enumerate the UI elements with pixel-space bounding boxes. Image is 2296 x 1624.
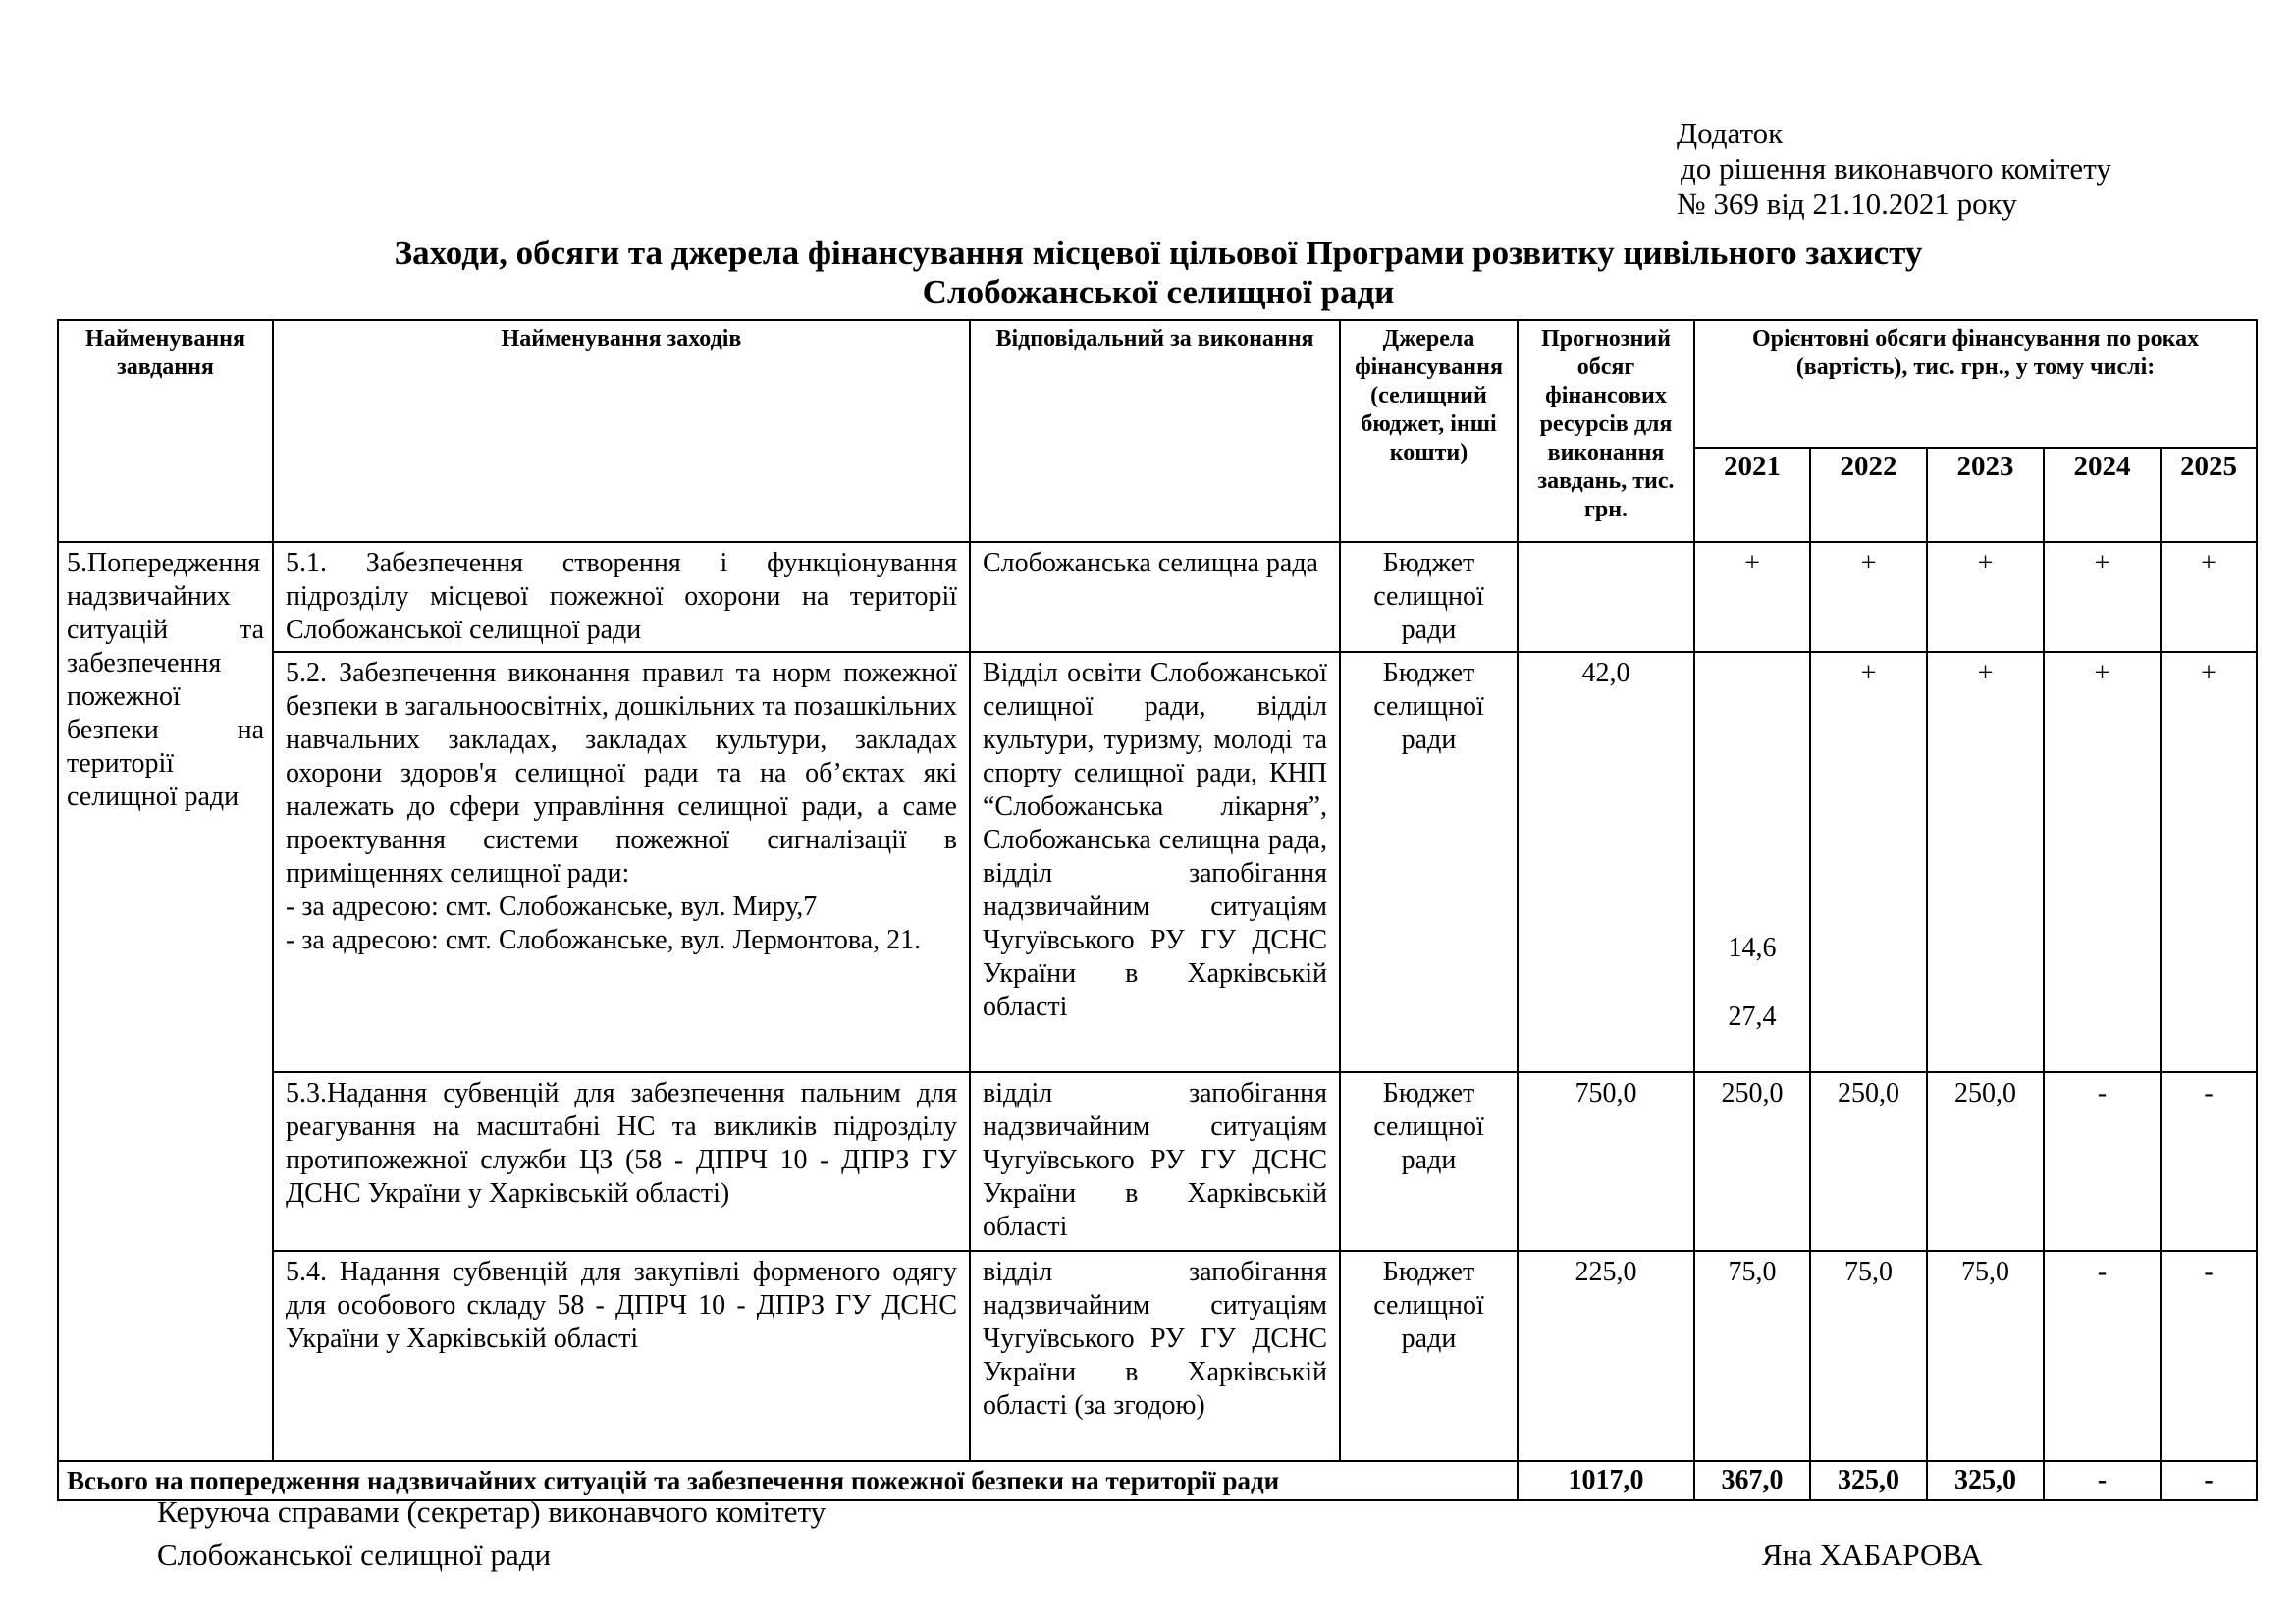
measure-address-1: - за адресою: смт. Слобожанське, вул. Миру,7 [286, 892, 818, 922]
responsible-cell: відділ запобігання надзвичайним ситуаціям Чугуївського РУ ГУ ДСНС України в Харківській області [970, 1072, 1340, 1251]
year-2023-cell: + [1927, 542, 2044, 652]
year-2025-cell: - [2161, 1251, 2257, 1461]
year-2022-cell: + [1810, 652, 1927, 1072]
source-cell: Бюджет селищної ради [1340, 1251, 1518, 1461]
measure-cell: 5.1. Забезпечення створення і функціонування підрозділу місцевої пожежної охорони на території Слобожанської селищної ради [273, 542, 970, 652]
forecast-cell: 42,0 [1518, 652, 1694, 1072]
document-title [59, 234, 2258, 312]
year-2021-cell: + [1694, 542, 1810, 652]
header-forecast: Прогнозний обсяг фінансових ресурсів для виконання завдань, тис. грн. [1518, 320, 1694, 542]
title-line-2: Слобожанської селищної ради [922, 273, 1395, 311]
year-2023-cell: + [1927, 652, 2044, 1072]
forecast-cell: 225,0 [1518, 1251, 1694, 1461]
measure-cell [273, 652, 970, 1072]
header-year-2023: 2023 [1927, 448, 2044, 542]
total-year-2021: 367,0 [1694, 1461, 1810, 1500]
financing-table [57, 319, 2258, 1501]
responsible-cell: Слобожанська селищна рада [970, 542, 1340, 652]
annex-block [1677, 116, 2111, 222]
total-forecast: 1017,0 [1518, 1461, 1694, 1500]
year-2021-value-b: 27,4 [1728, 1001, 1777, 1032]
year-2024-cell: + [2044, 542, 2161, 652]
title-line-1: Заходи, обсяги та джерела фінансування місцевої цільової Програми розвитку цивільного захисту [394, 234, 1923, 272]
year-2025-cell: + [2161, 542, 2257, 652]
year-2024-cell: + [2044, 652, 2161, 1072]
total-label: Всього на попередження надзвичайних ситуацій та забезпечення пожежної безпеки на території ради [58, 1461, 1518, 1500]
table-row [58, 542, 2257, 652]
header-year-2025: 2025 [2161, 448, 2257, 542]
source-cell: Бюджет селищної ради [1340, 1072, 1518, 1251]
total-year-2022: 325,0 [1810, 1461, 1927, 1500]
annex-number-date: № 369 від 21.10.2021 року [1677, 187, 2017, 221]
header-years-group: Орієнтовні обсяги фінансування по роках (вартість), тис. грн., у тому числі: [1694, 320, 2257, 448]
year-2021-value-a: 14,6 [1728, 933, 1777, 963]
year-2021-cell [1694, 652, 1810, 1072]
responsible-cell: відділ запобігання надзвичайним ситуаціям Чугуївського РУ ГУ ДСНС України в Харківській області (за згодою) [970, 1251, 1340, 1461]
year-2022-cell: + [1810, 542, 1927, 652]
source-cell: Бюджет селищної ради [1340, 542, 1518, 652]
year-2023-cell: 75,0 [1927, 1251, 2044, 1461]
table-row [58, 1072, 2257, 1251]
header-task: Найменування завдання [58, 320, 273, 542]
year-2021-cell: 250,0 [1694, 1072, 1810, 1251]
header-year-2022: 2022 [1810, 448, 1927, 542]
source-cell: Бюджет селищної ради [1340, 652, 1518, 1072]
total-year-2023: 325,0 [1927, 1461, 2044, 1500]
forecast-cell: 750,0 [1518, 1072, 1694, 1251]
measure-cell: 5.4. Надання субвенцій для закупівлі форменого одягу для особового складу 58 - ДПРЧ 10 - ДПРЗ ГУ ДСНС України у Харківській області [273, 1251, 970, 1461]
task-name-cell: 5.Попередження надзвичайних ситуацій та забезпечення пожежної безпеки на території селищної ради [58, 542, 273, 1461]
annex-decision: до рішення виконавчого комітету [1681, 151, 2111, 186]
footer-position-line-2: Слобожанської селищної ради [157, 1538, 552, 1572]
header-sources: Джерела фінансування (селищний бюджет, інші кошти) [1340, 320, 1518, 542]
footer-position-line-1: Керуюча справами (секретар) виконавчого комітету [157, 1494, 827, 1529]
year-2022-cell: 250,0 [1810, 1072, 1927, 1251]
year-2022-cell: 75,0 [1810, 1251, 1927, 1461]
year-2025-cell: - [2161, 1072, 2257, 1251]
year-2025-cell: + [2161, 652, 2257, 1072]
table-row [58, 652, 2257, 1072]
forecast-cell [1518, 542, 1694, 652]
measure-cell: 5.3.Надання субвенцій для забезпечення пальним для реагування на масштабні НС та викликів підрозділу протипожежної служби ЦЗ (58 - ДПРЧ 10 - ДПРЗ ГУ ДСНС України у Харківській області) [273, 1072, 970, 1251]
year-2024-cell: - [2044, 1072, 2161, 1251]
year-2021-cell: 75,0 [1694, 1251, 1810, 1461]
year-2024-cell: - [2044, 1251, 2161, 1461]
header-year-2024: 2024 [2044, 448, 2161, 542]
header-year-2021: 2021 [1694, 448, 1810, 542]
table-row [58, 1251, 2257, 1461]
responsible-cell: Відділ освіти Слобожанської селищної ради, відділ культури, туризму, молоді та спорту селищної ради, КНП “Слобожанська лікарня”, Слобожанська селищна рада, відділ запобігання надзвичайним ситуаціям Чугуївського РУ ГУ ДСНС України в Харківській області [970, 652, 1340, 1072]
measure-address-2: - за адресою: смт. Слобожанське, вул. Лермонтова, 21. [286, 925, 922, 955]
header-responsible: Відповідальний за виконання [970, 320, 1340, 542]
header-measures: Найменування заходів [273, 320, 970, 542]
total-year-2025: - [2161, 1461, 2257, 1500]
measure-text: 5.2. Забезпечення виконання правил та норм пожежної безпеки в загальноосвітніх, дошкільних та позашкільних навчальних закладах, закладах культури, закладах охорони здоров'я селищної ради та на об’єктах які належать до сфери управління селищної ради, а саме проектування системи пожежної сигналізації в приміщеннях селищної ради: [286, 658, 957, 889]
total-year-2024: - [2044, 1461, 2161, 1500]
year-2023-cell: 250,0 [1927, 1072, 2044, 1251]
annex-label: Додаток [1677, 116, 1784, 150]
signature-name: Яна ХАБАРОВА [1762, 1538, 1983, 1572]
